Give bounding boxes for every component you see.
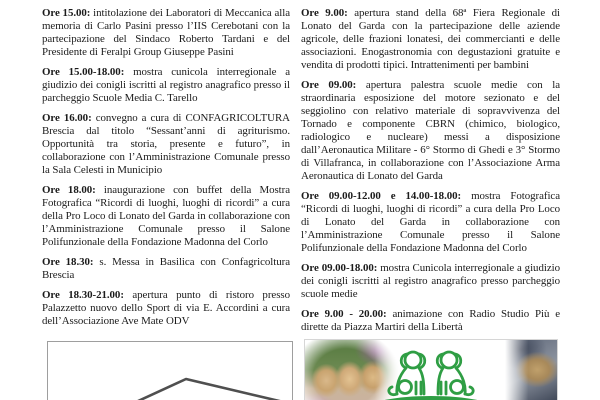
event-text: mostra Cunicola interregionale a giudizio dei conigli iscritti al registro anagrafico presso parcheggio scuole medie [301, 262, 560, 300]
event-item [301, 190, 560, 255]
dog-show-banner [304, 339, 558, 400]
event-time: Ore 09.00-12.00 e 14.00-18.00: [301, 190, 462, 202]
event-text: animazione con Radio Studio Più e dirette da Piazza Martiri della Libertà [301, 308, 560, 333]
left-column [42, 7, 290, 335]
event-time: Ore 9.00 - 20.00: [301, 308, 387, 320]
event-time: Ore 16.00: [42, 112, 92, 124]
event-time: Ore 18.30-21.00: [42, 289, 124, 301]
event-time: Ore 18.00: [42, 184, 96, 196]
event-text: convegno a cura di CONFAGRICOLTURA Brescia dal titolo “Sessant’anni di agriturismo. Opportunità tra storia, presente e futuro”, in collaborazione con l’Amministrazione Comunale presso la Sala Celesti in Municipio [42, 112, 290, 176]
event-time: Ore 9.00: [301, 7, 348, 19]
event-time: Ore 18.30: [42, 256, 94, 268]
event-text: mostra cunicola interregionale a giudizio dei conigli iscritti al registro anagrafico presso il parcheggio Scuole Media C. Tarello [42, 66, 290, 104]
event-item [42, 66, 290, 105]
two-green-dogs-icon [361, 340, 501, 400]
event-time: Ore 15.00: [42, 7, 91, 19]
event-text: apertura palestra scuole medie con la straordinaria esposizione del motore sezionato e del seggiolino con relativo materiale di sopravvivenza del Tornado e componente CBRN (chimico, biologico, radiologico e nucleare) messi a disposizione dall’Aeronautica Militare - 6° Stormo di Ghedi e 3° Stormo di Villafranca, in collaborazione con l’Associazione Arma Aeronautica di Lonato del Garda [301, 79, 560, 182]
event-text: intitolazione dei Laboratori di Meccanica alla memoria di Carlo Pasini presso l’IIS Cerebotani con la partecipazione del Sindaco Roberto Tardani e del Presidente di Feralpi Group Giuseppe Pasini [42, 7, 290, 58]
event-item [301, 79, 560, 183]
mountain-logo-box [47, 341, 293, 400]
event-item [42, 112, 290, 177]
event-time: Ore 09.00: [301, 79, 357, 91]
event-time: Ore 09.00-18.00: [301, 262, 378, 274]
event-item [301, 308, 560, 334]
event-text: apertura stand della 68ª Fiera Regionale di Lonato del Garda con la partecipazione delle aziende agricole, delle frazioni lonatesi, dei commercianti e delle associazioni. Enogastronomia con degustazioni gratuite e vendita di prodotti tipici. Intrattenimenti per bambini [301, 7, 560, 71]
event-item [301, 7, 560, 72]
event-item [42, 289, 290, 328]
event-item [301, 262, 560, 301]
event-text: mostra Fotografica “Ricordi di luoghi, luoghi di ricordi” a cura della Pro Loco di Lonato del Garda in collaborazione con l’Amministrazione Comunale presso il Salone Polifunzionale della Fondazione Madonna del Corlo [301, 190, 560, 254]
mountain-peak-icon [48, 342, 292, 400]
right-column [301, 7, 560, 341]
event-item [42, 184, 290, 249]
dog-grooming-photo [505, 340, 557, 400]
event-time: Ore 15.00-18.00: [42, 66, 125, 78]
event-text: apertura punto di ristoro presso Palazzetto nuovo dello Sport di via E. Accordini a cura dell’Associazione Ave Mate ODV [42, 289, 290, 327]
event-item [42, 256, 290, 282]
event-text: inaugurazione con buffet della Mostra Fotografica “Ricordi di luoghi, luoghi di ricordi” a cura della Pro Loco di Lonato del Garda in collaborazione con l’Amministrazione Comunale presso il Salone Polifunzionale della Fondazione Madonna del Corlo [42, 184, 291, 248]
event-item [42, 7, 290, 59]
event-text: s. Messa in Basilica con Confagricoltura Brescia [42, 256, 290, 281]
